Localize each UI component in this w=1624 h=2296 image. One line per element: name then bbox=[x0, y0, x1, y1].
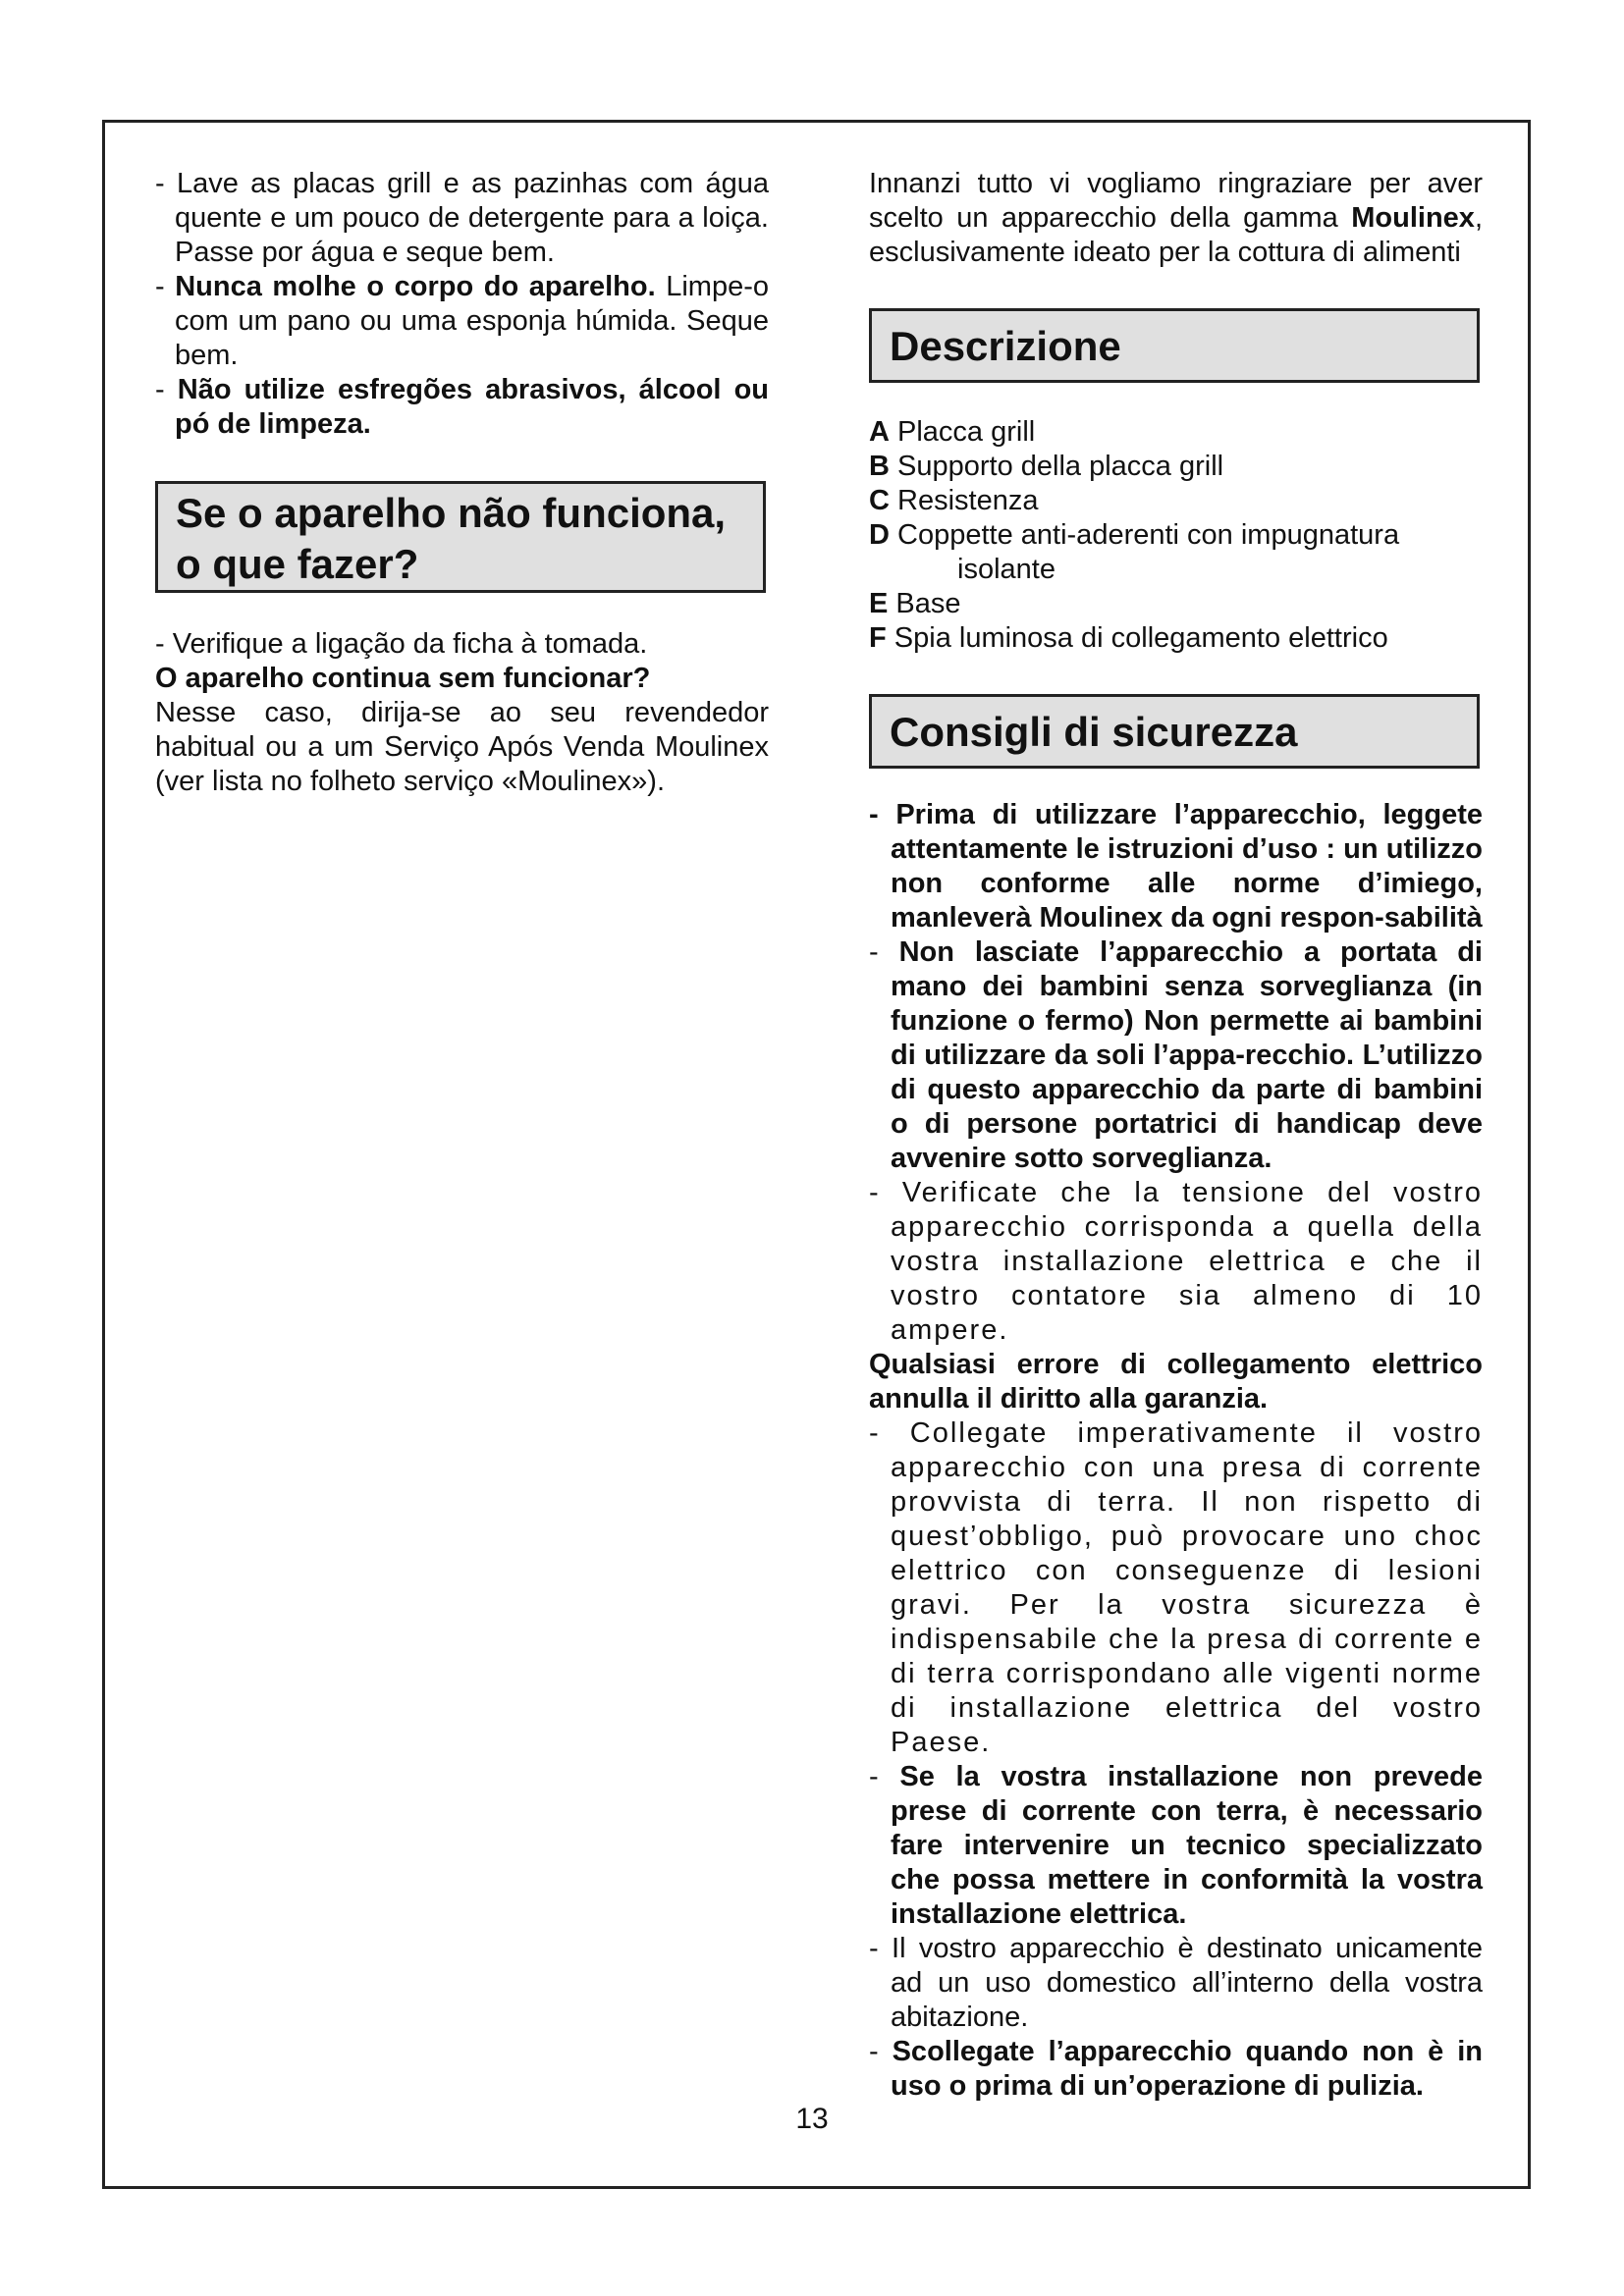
troubleshooting-question: O aparelho continua sem funcionar? bbox=[155, 663, 651, 694]
safety-bold-text: Scollegate l’apparecchio quando non è in uso o prima di un’operazione di pulizia. bbox=[891, 2036, 1483, 2102]
heading-description: Descrizione bbox=[869, 308, 1480, 383]
cleaning-warning-bold: Nunca molhe o corpo do aparelho. bbox=[175, 271, 656, 302]
list-item bbox=[869, 415, 1483, 450]
bullet: - bbox=[869, 1761, 900, 1792]
heading-safety: Consigli di sicurezza bbox=[869, 694, 1480, 769]
bullet: - bbox=[869, 936, 899, 968]
page-number: 13 bbox=[795, 2103, 829, 2135]
safety-item-2 bbox=[869, 935, 1483, 1176]
bullet: - bbox=[155, 168, 177, 199]
safety-bold-text: Se la vostra installazione non prevede prese di corrente con terra, è necessario fare intervenire un tecnico specializzato che possa mettere in conformità la vostra installazione elettrica. bbox=[891, 1761, 1484, 1930]
item-text: Resistenza bbox=[897, 485, 1039, 516]
bullet: - bbox=[869, 799, 896, 830]
list-item bbox=[869, 450, 1483, 484]
cleaning-item-1 bbox=[155, 167, 769, 270]
safety-item-7 bbox=[869, 2035, 1483, 2104]
cleaning-warning-bold: Não utilize esfregões abrasivos, álcool ou pó de limpeza. bbox=[175, 374, 769, 440]
safety-bold-text: Non lasciate l’apparecchio a portata di mano dei bambini senza sorveglianza (in funzione o fermo) Non permette ai bambini di utilizzare da soli l’appa-recchio. L’utilizzo di questo apparecchio da parte di bambini o di persone portatrici di handicap deve avvenire sotto sorveglianza. bbox=[891, 936, 1483, 1174]
troubleshooting-check: - Verifique a ligação da ficha à tomada. bbox=[155, 628, 648, 660]
brand-name: Moulinex bbox=[1351, 202, 1475, 234]
safety-item-4: - Collegate imperativamente il vostro apparecchio con una presa di corrente provvista di terra. Il non rispetto di quest’obbligo, può provocare uno choc elettrico con conseguenze di lesioni gravi. Per la vostra sicurezza è indispensabile che la presa di corrente e di terra corrispondano alle vigenti norme di installazione elettrica del vostro Paese. bbox=[869, 1417, 1483, 1758]
safety-item-5 bbox=[869, 1760, 1483, 1932]
item-letter: D bbox=[869, 519, 890, 551]
item-text: Spia luminosa di collegamento elettrico bbox=[893, 622, 1388, 654]
intro-text-end: , esclusivamente ideato per la cottura di alimenti bbox=[869, 202, 1483, 268]
heading-troubleshooting: Se o aparelho não funciona, o que fazer? bbox=[155, 481, 766, 593]
list-item bbox=[869, 587, 1483, 621]
cleaning-text: Lave as placas grill e as pazinhas com água quente e um pouco de detergente para a loiça. Passe por água e seque bem. bbox=[175, 168, 769, 268]
item-letter: C bbox=[869, 485, 890, 516]
cleaning-item-2 bbox=[155, 270, 769, 373]
item-text: Coppette anti-aderenti con impugnatura bbox=[897, 519, 1400, 551]
right-column bbox=[869, 167, 1483, 2104]
safety-item-6: - Il vostro apparecchio è destinato unicamente ad un uso domestico all’interno della vostra abitazione. bbox=[869, 1933, 1483, 2033]
bullet: - bbox=[155, 271, 176, 302]
item-text: Placca grill bbox=[897, 416, 1036, 448]
description-list bbox=[869, 415, 1483, 656]
left-column bbox=[155, 167, 769, 799]
item-text: Supporto della placca grill bbox=[897, 451, 1224, 482]
intro-paragraph bbox=[869, 167, 1483, 270]
list-item-continuation: isolante bbox=[957, 554, 1056, 585]
safety-warranty: Qualsiasi errore di collegamento elettrico annulla il diritto alla garanzia. bbox=[869, 1349, 1483, 1415]
safety-bold-text: Prima di utilizzare l’apparecchio, leggete attentamente le istruzioni d’uso : un utilizzo non conforme alle norme d’imiego, manleverà Moulinex da ogni respon-sabilità bbox=[891, 799, 1483, 934]
item-letter: F bbox=[869, 622, 887, 654]
item-letter: E bbox=[869, 588, 889, 619]
safety-list bbox=[869, 798, 1483, 2104]
list-item bbox=[869, 518, 1483, 553]
list-item bbox=[869, 484, 1483, 518]
intro-text: Innanzi tutto vi vogliamo ringraziare per aver scelto un apparecchio della gamma bbox=[869, 168, 1483, 234]
cleaning-item-3 bbox=[155, 373, 769, 442]
bullet: - bbox=[155, 374, 178, 405]
safety-item-1 bbox=[869, 798, 1483, 935]
list-item bbox=[869, 621, 1483, 656]
item-letter: B bbox=[869, 451, 890, 482]
troubleshooting-answer: Nesse caso, dirija-se ao seu revendedor habitual ou a um Serviço Após Venda Moulinex (ver lista no folheto serviço «Moulinex»). bbox=[155, 697, 769, 797]
item-text: Base bbox=[895, 588, 961, 619]
cleaning-text: Limpe-o com um pano ou uma esponja húmida. Seque bem. bbox=[175, 271, 769, 371]
bullet: - bbox=[869, 2036, 893, 2067]
item-letter: A bbox=[869, 416, 890, 448]
safety-item-3: - Verificate che la tensione del vostro apparecchio corrisponda a quella della vostra installazione elettrica e che il vostro contatore sia almeno di 10 ampere. bbox=[869, 1177, 1483, 1346]
